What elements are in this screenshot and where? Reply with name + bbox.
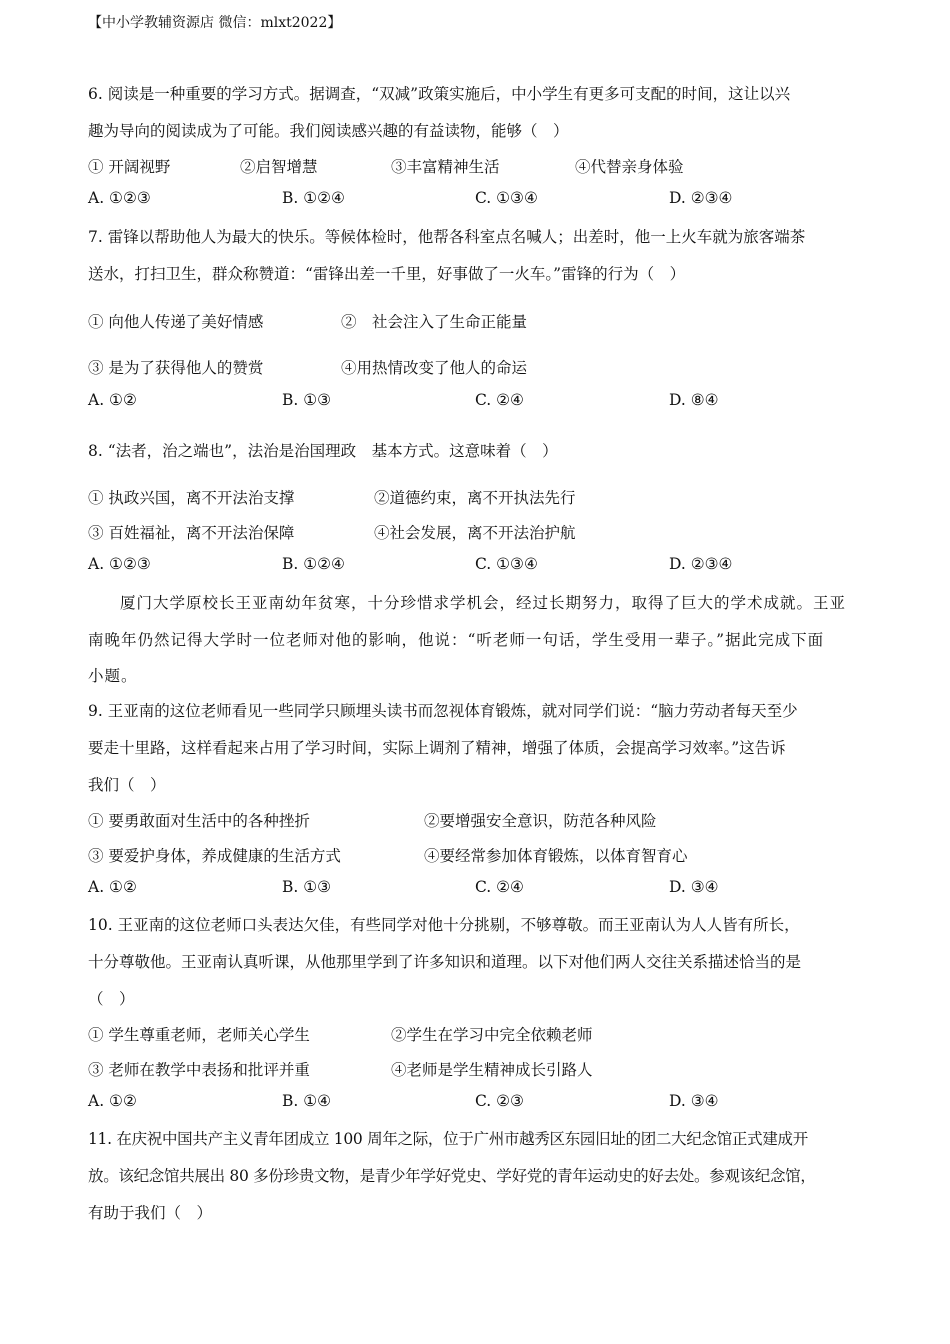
material-line2: 南晚年仍然记得大学时一位老师对他的影响，他说：“听老师一句话，学生受用一辈子。”据此完成下面 xyxy=(88,631,825,649)
q9-statement-3: ③ 要爱护身体，养成健康的生活方式 xyxy=(88,847,341,865)
q9-stem-line3: 我们（ ） xyxy=(88,776,166,794)
q6-statement-2: ②启智增慧 xyxy=(240,158,318,176)
q7-statement-3: ③ 是为了获得他人的赞赏 xyxy=(88,359,264,377)
material-line3: 小题。 xyxy=(88,667,138,685)
q8-choice-d: D. ②③④ xyxy=(669,555,733,573)
q8-choice-a: A. ①②③ xyxy=(88,555,151,573)
q10-statement-2: ②学生在学习中完全依赖老师 xyxy=(391,1026,593,1044)
q10-statement-4: ④老师是学生精神成长引路人 xyxy=(391,1061,593,1079)
q7-statement-2: ② 社会注入了生命正能量 xyxy=(341,313,528,331)
q6-stem-line1: 6. 阅读是一种重要的学习方式。据调查，“双减”政策实施后，中小学生有更多可支配的时间，这让以兴 xyxy=(88,85,791,103)
q9-statement-1: ① 要勇敢面对生活中的各种挫折 xyxy=(88,812,310,830)
q7-statement-1: ① 向他人传递了美好情感 xyxy=(88,313,264,331)
q9-choice-c: C. ②④ xyxy=(475,878,524,896)
q7-choice-c: C. ②④ xyxy=(475,391,524,409)
q10-statement-3: ③ 老师在教学中表扬和批评并重 xyxy=(88,1061,310,1079)
page-header: 【中小学教辅资源店 微信：mlxt2022】 xyxy=(88,15,342,31)
q10-stem-line3: （ ） xyxy=(88,990,135,1008)
q8-choice-b: B. ①②④ xyxy=(282,555,345,573)
q8-statement-4: ④社会发展，离不开法治护航 xyxy=(374,524,576,542)
q8-stem-line1: 8. “法者，治之端也”，法治是治国理政 基本方式。这意味着（ ） xyxy=(88,442,558,460)
q9-statement-2: ②要增强安全意识，防范各种风险 xyxy=(424,812,657,830)
q10-choice-a: A. ①② xyxy=(88,1092,137,1110)
q8-statement-3: ③ 百姓福祉，离不开法治保障 xyxy=(88,524,295,542)
q6-statement-1: ① 开阔视野 xyxy=(88,158,171,176)
q11-stem-line2: 放。该纪念馆共展出 80 多份珍贵文物，是青少年学好党史、学好党的青年运动史的好去处。参观该纪念馆， xyxy=(88,1167,816,1185)
q9-stem-line2: 要走十里路，这样看起来占用了学习时间，实际上调剂了精神，增强了体质，会提高学习效率。”这告诉 xyxy=(88,739,786,757)
q6-statement-4: ④代替亲身体验 xyxy=(575,158,684,176)
q7-stem-line2: 送水，打扫卫生，群众称赞道：“雷锋出差一千里，好事做了一火车。”雷锋的行为（ ） xyxy=(88,265,686,283)
q7-stem-line1: 7. 雷锋以帮助他人为最大的快乐。等候体检时，他帮各科室点名喊人；出差时，他一上火车就为旅客端茶 xyxy=(88,228,806,246)
q6-statement-3: ③丰富精神生活 xyxy=(391,158,500,176)
q6-choice-d: D. ②③④ xyxy=(669,189,733,207)
q9-stem-line1: 9. 王亚南的这位老师看见一些同学只顾埋头读书而忽视体育锻炼，就对同学们说：“脑力劳动者每天至少 xyxy=(88,702,798,720)
q6-choice-b: B. ①②④ xyxy=(282,189,345,207)
q10-statement-1: ① 学生尊重老师，老师关心学生 xyxy=(88,1026,310,1044)
q8-statement-1: ① 执政兴国，离不开法治支撑 xyxy=(88,489,295,507)
q11-stem-line3: 有助于我们（ ） xyxy=(88,1204,213,1222)
q6-choice-c: C. ①③④ xyxy=(475,189,538,207)
q10-choice-b: B. ①④ xyxy=(282,1092,332,1110)
q10-choice-d: D. ③④ xyxy=(669,1092,719,1110)
q6-choice-a: A. ①②③ xyxy=(88,189,151,207)
q7-statement-4: ④用热情改变了他人的命运 xyxy=(341,359,528,377)
q9-choice-d: D. ③④ xyxy=(669,878,719,896)
q6-stem-line2: 趣为导向的阅读成为了可能。我们阅读感兴趣的有益读物，能够（ ） xyxy=(88,122,569,140)
q10-stem-line2: 十分尊敬他。王亚南认真听课，从他那里学到了许多知识和道理。以下对他们两人交往关系描述恰当的是 xyxy=(88,953,802,971)
q7-choice-d: D. ⑧④ xyxy=(669,391,719,409)
q10-choice-c: C. ②③ xyxy=(475,1092,524,1110)
material-line1: 厦门大学原校长王亚南幼年贫寒，十分珍惜求学机会，经过长期努力，取得了巨大的学术成就。王亚 xyxy=(120,594,847,612)
q8-statement-2: ②道德约束，离不开执法先行 xyxy=(374,489,576,507)
q11-stem-line1: 11. 在庆祝中国共产主义青年团成立 100 周年之际，位于广州市越秀区东园旧址的团二大纪念馆正式建成开 xyxy=(88,1130,808,1148)
q9-choice-b: B. ①③ xyxy=(282,878,332,896)
q10-stem-line1: 10. 王亚南的这位老师口头表达欠佳，有些同学对他十分挑剔，不够尊敬。而王亚南认为人人皆有所长， xyxy=(88,916,800,934)
q7-choice-a: A. ①② xyxy=(88,391,137,409)
q9-choice-a: A. ①② xyxy=(88,878,137,896)
q9-statement-4: ④要经常参加体育锻炼，以体育智育心 xyxy=(424,847,688,865)
q8-choice-c: C. ①③④ xyxy=(475,555,538,573)
q7-choice-b: B. ①③ xyxy=(282,391,332,409)
